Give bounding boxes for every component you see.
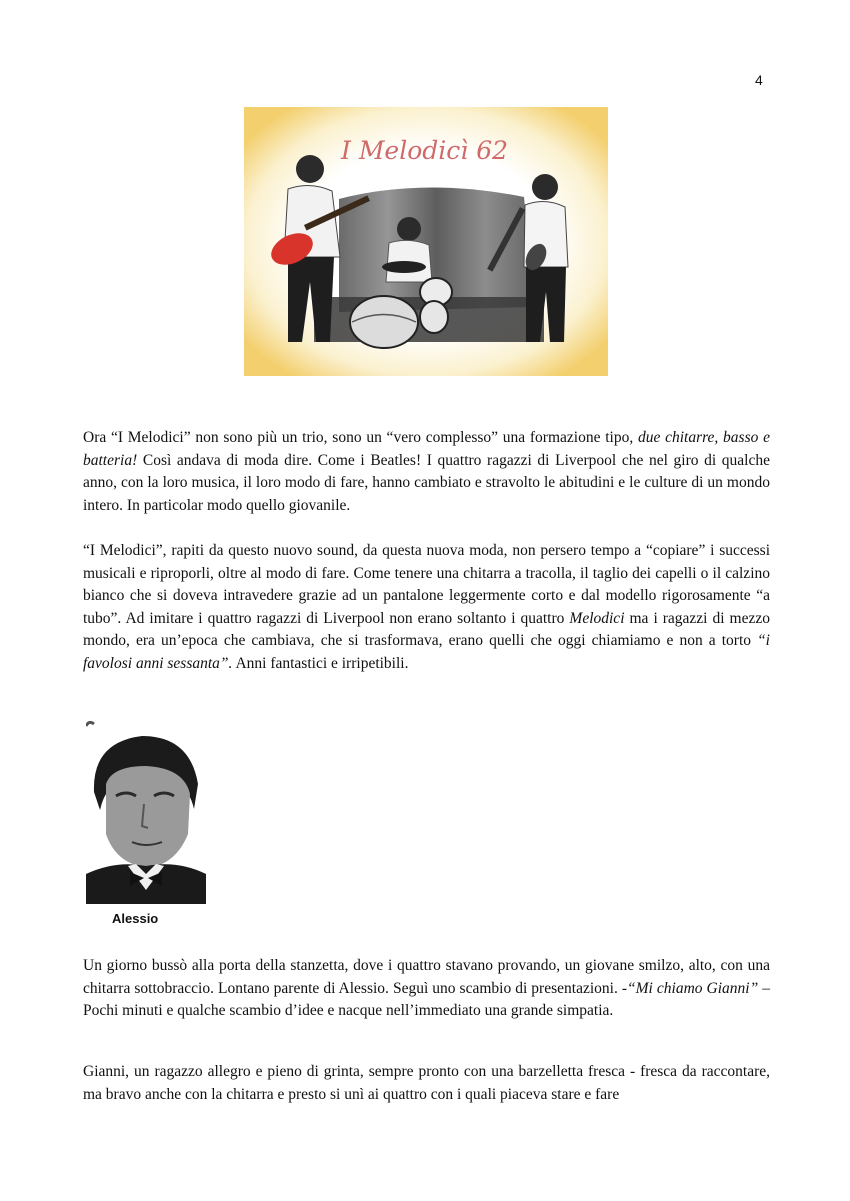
portrait-drawing — [86, 714, 206, 904]
paragraph-4 — [83, 1061, 770, 1106]
text-run: Anni fantastici e irripetibili. — [232, 654, 409, 672]
text-run: ma i ragazzi di mezzo mondo, era un’epoca che cambiava, che si trasformava, erano quelli che oggi chiamiamo e non a torto — [83, 609, 770, 649]
paragraph-3 — [83, 955, 770, 1023]
portrait-photo-image — [86, 714, 206, 904]
text-run: Gianni, un ragazzo allegro e pieno di grinta, sempre pronto con una barzelletta fresca - fresca da raccontare, ma bravo anche con la chitarra e presto si unì ai quattro con i quali piaceva stare e fare — [83, 1063, 770, 1103]
italic-text-run: “i favolosi anni sessanta”. — [83, 632, 770, 672]
page-number: 4 — [755, 72, 763, 88]
band-photo-title: I Melodicì 62 — [341, 136, 509, 165]
italic-text-run: due chitarre, basso e batteria! — [83, 429, 770, 469]
text-run: – Pochi minuti e qualche scambio d’idee e nacque nell’immediato una grande simpatia. — [83, 979, 770, 1019]
band-photo-image — [244, 107, 608, 376]
italic-text-run: “Mi chiamo Gianni” — [627, 979, 759, 997]
text-run: Un giorno bussò alla porta della stanzetta, dove i quattro stavano provando, un giovane smilzo, alto, con una chitarra sottobraccio. Lontano parente di Alessio. Seguì uno scambio di presentazioni. - — [83, 957, 770, 997]
italic-text-run: Melodici — [569, 609, 625, 627]
portrait-caption: Alessio — [112, 911, 159, 926]
band-photo-drawing — [244, 107, 608, 376]
text-run: “I Melodici”, rapiti da questo nuovo sound, da questa nuova moda, non persero tempo a “copiare” i successi musicali e riproporli, oltre al modo di fare. Come tenere una chitarra a tracolla, il taglio dei capelli o il calzino bianco che si doveva intravedere grazie ad un pantalone leggermente corto e dal modello rigorosamente “a tubo”. Ad imitare i quattro ragazzi di Liverpool non erano soltanto i quattro — [83, 542, 770, 627]
paragraph-1 — [83, 427, 770, 517]
text-run: Così andava di moda dire. Come i Beatles! I quattro ragazzi di Liverpool che nel giro di qualche anno, con la loro musica, il loro modo di fare, hanno cambiato e stravolto le abitudini e le culture di un mondo intero. In particolar modo quello giovanile. — [83, 451, 770, 514]
text-run: Ora “I Melodici” non sono più un trio, sono un “vero complesso” una formazione tipo, — [83, 429, 638, 446]
paragraph-2 — [83, 540, 770, 675]
